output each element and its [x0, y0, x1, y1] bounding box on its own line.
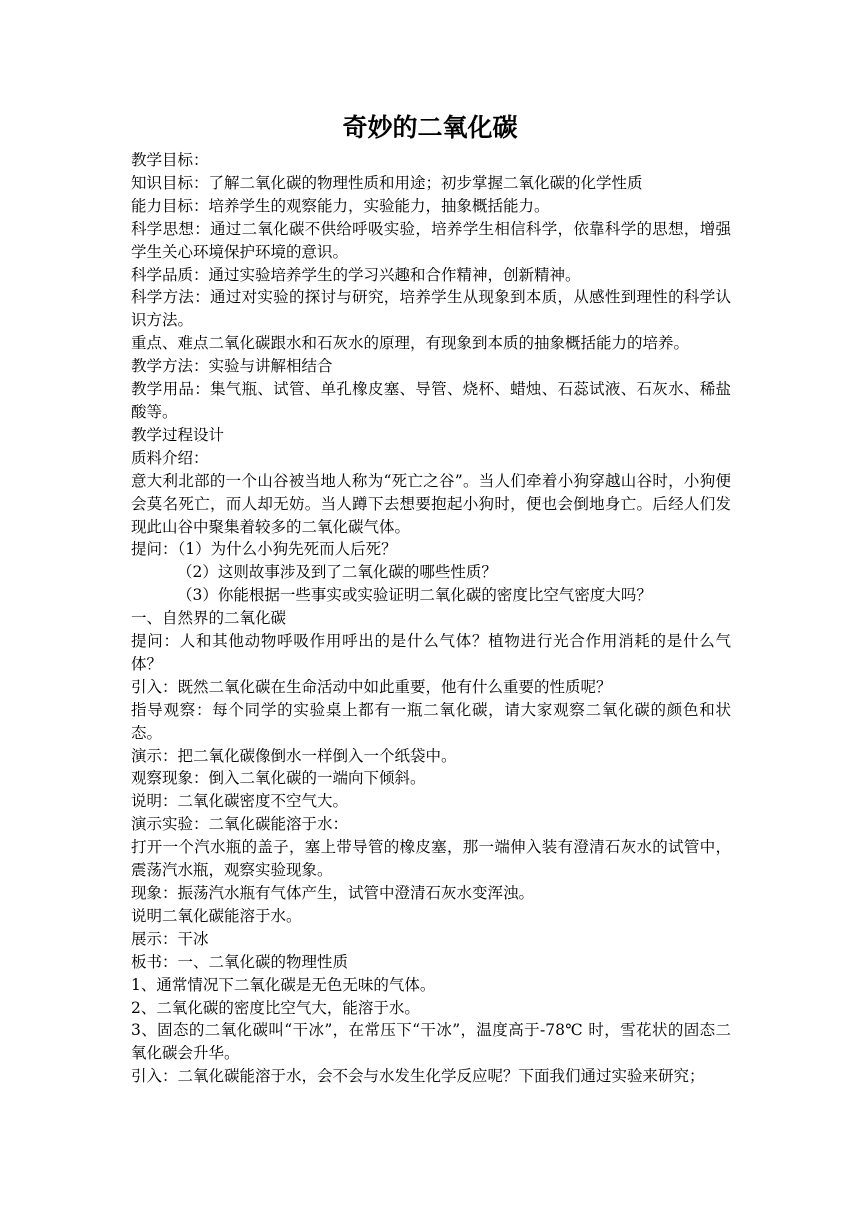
paragraph-question-2: （2）这则故事涉及到了二氧化碳的哪些性质？ — [177, 563, 497, 582]
paragraph-question-1: 提问：（1）为什么小狗先死而人后死？ — [131, 540, 397, 559]
paragraph-teaching-method: 教学方法：实验与讲解相结合 — [131, 357, 333, 376]
paragraph-introduction-properties: 引入：既然二氧化碳在生命活动中如此重要，他有什么重要的性质呢？ — [131, 677, 612, 696]
paragraph-process-design: 教学过程设计 — [131, 425, 225, 444]
paragraph-blackboard-heading: 板书：一、二氧化碳的物理性质 — [131, 952, 349, 971]
list-item-property-1: 1、通常情况下二氧化碳是无色无味的气体。 — [131, 975, 436, 994]
paragraph-teaching-goals-heading: 教学目标： — [131, 151, 209, 169]
paragraph-material-intro: 质料介绍： — [131, 448, 209, 467]
paragraph-demo-pour: 演示：把二氧化碳像倒水一样倒入一个纸袋中。 — [131, 746, 457, 765]
list-item-property-3: 3、固态的二氧化碳叫“干冰”，在常压下“干冰”，温度高于-78℃ 时，雪花状的固态二氧化碳会升华。 — [131, 1021, 731, 1063]
paragraph-conclusion-soluble: 说明二氧化碳能溶于水。 — [131, 906, 302, 925]
paragraph-observation: 观察现象：倒入二氧化碳的一端向下倾斜。 — [131, 769, 426, 788]
paragraph-key-points: 重点、难点二氧化碳跟水和石灰水的原理，有现象到本质的抽象概括能力的培养。 — [131, 334, 690, 353]
paragraph-question-3: （3）你能根据一些事实或实验证明二氧化碳的密度比空气密度大吗？ — [177, 586, 652, 605]
paragraph-teaching-materials: 教学用品：集气瓶、试管、单孔橡皮塞、导管、烧杯、蜡烛、石蕊试液、石灰水、稀盐酸等。 — [131, 380, 731, 421]
paragraph-valley-story: 意大利北部的一个山谷被当地人称为“死亡之谷”。当人们牵着小狗穿越山谷时，小狗便会莫名死亡，而人却无妨。当人蹲下去想要抱起小狗时，便也会倒地身亡。后经人们发现此山谷中聚集着较多的二氧化碳气体。 — [131, 471, 731, 536]
paragraph-show-dry-ice: 展示：干冰 — [131, 929, 209, 948]
paragraph-scientific-method: 科学方法：通过对实验的探讨与研究，培养学生从现象到本质，从感性到理性的科学认识方法。 — [131, 288, 731, 330]
paragraph-explanation-density: 说明：二氧化碳密度不空气大。 — [131, 792, 349, 811]
paragraph-scientific-quality: 科学品质：通过实验培养学生的学习兴趣和合作精神，创新精神。 — [131, 265, 581, 284]
document-body — [131, 149, 731, 1088]
paragraph-knowledge-goal: 知识目标：了解二氧化碳的物理性质和用途；初步掌握二氧化碳的化学性质 — [131, 173, 643, 192]
paragraph-question-respiration: 提问：人和其他动物呼吸作用呼出的是什么气体？植物进行光合作用消耗的是什么气体？ — [131, 632, 731, 673]
paragraph-guided-observation: 指导观察：每个同学的实验桌上都有一瓶二氧化碳，请大家观察二氧化碳的颜色和状态。 — [131, 700, 731, 742]
paragraph-scientific-thought: 科学思想：通过二氧化碳不供给呼吸实验，培养学生相信科学，依靠科学的思想，增强学生关心环境保护环境的意识。 — [131, 219, 731, 261]
paragraph-introduction-reaction: 引入：二氧化碳能溶于水，会不会与水发生化学反应呢？下面我们通过实验来研究； — [131, 1067, 705, 1086]
list-item-property-2: 2、二氧化碳的密度比空气大，能溶于水。 — [131, 998, 420, 1017]
document-title: 奇妙的二氧化碳 — [342, 113, 518, 142]
paragraph-experiment-steps: 打开一个汽水瓶的盖子，塞上带导管的橡皮塞，那一端伸入装有澄清石灰水的试管中，震荡汽水瓶，观察实验现象。 — [131, 838, 731, 880]
paragraph-ability-goal: 能力目标：培养学生的观察能力，实验能力，抽象概括能力。 — [131, 196, 550, 215]
section-heading-natural-co2: 一、自然界的二氧化碳 — [131, 609, 287, 628]
paragraph-phenomenon: 现象：振荡汽水瓶有气体产生，试管中澄清石灰水变浑浊。 — [131, 884, 535, 902]
paragraph-demo-experiment: 演示实验：二氧化碳能溶于水： — [131, 815, 349, 834]
